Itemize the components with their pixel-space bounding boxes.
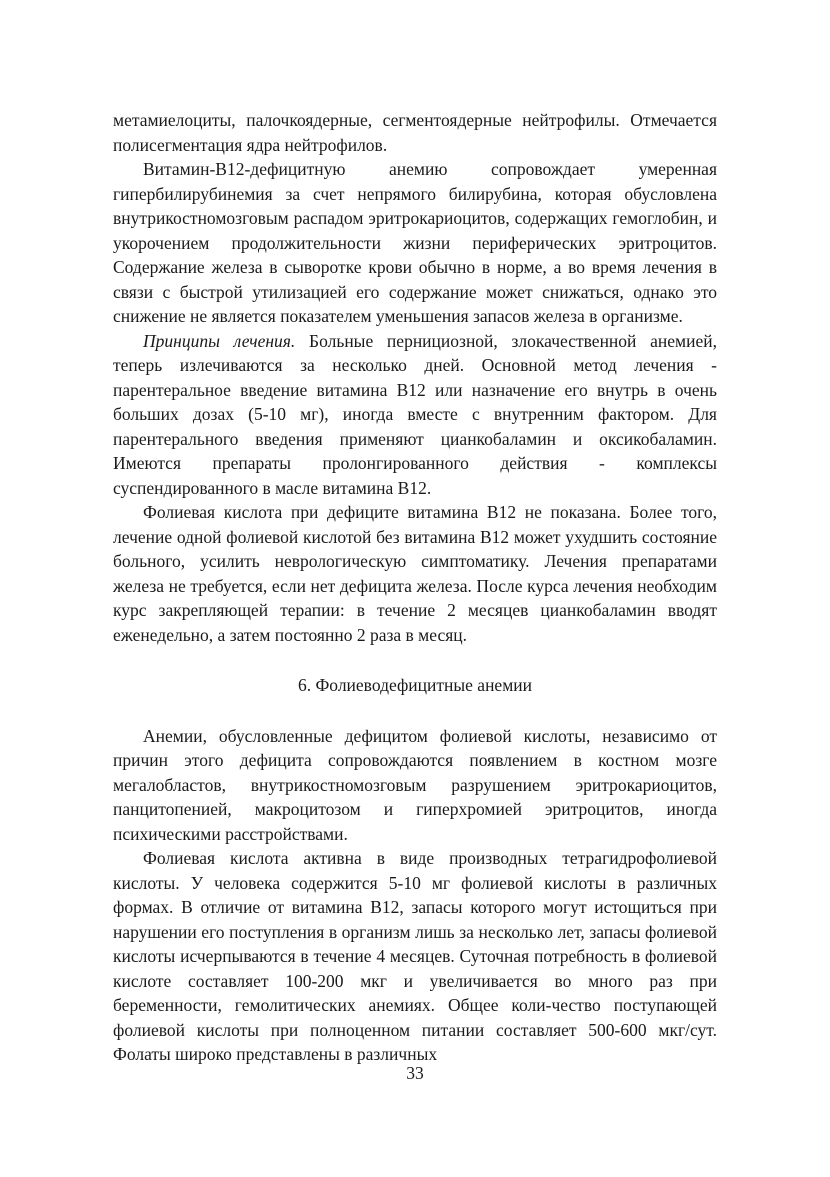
paragraph-treatment-principles	[113, 329, 717, 501]
page-body	[113, 108, 717, 1067]
paragraph-folate-metabolism: Фолиевая кислота активна в виде производных тетрагидрофолиевой кислоты. У человека содержится 5-10 мг фолиевой кислоты в различных формах. В отличие от витамина В12, запасы которого могут истощиться при нарушении его поступления в организм лишь за несколько лет, запасы фолиевой кислоты исчерпываются в течение 4 месяцев. Суточная потребность в фолиевой кислоте составляет 100-200 мкг и увеличивается во много раз при беременности, гемолитических анемиях. Общее коли-чество поступающей фолиевой кислоты при полноценном питании составляет 500-600 мкг/сут. Фолаты широко представлены в различных	[113, 848, 717, 1064]
treatment-principles-label: Принципы лечения.	[143, 330, 296, 351]
page-number: 33	[406, 1063, 424, 1083]
paragraph-neutrophils: метамиелоциты, палочкоядерные, сегментоядерные нейтрофилы. Отмечается полисегментация ядра нейтрофилов.	[113, 110, 717, 155]
treatment-principles-text: Больные пернициозной, злокачественной анемией, теперь излечиваются за несколько дней. Основной метод лечения - парентеральное введение витамина В12 или назначение его внутрь в очень больших дозах (5-10 мг), иногда вместе с внутренним фактором. Для парентерального введения применяют цианкобаламин и оксикобаламин. Имеются препараты пролонгированного действия - комплексы суспендированного в масле витамина В12.	[113, 330, 717, 498]
paragraph-folate-anemia-definition: Анемии, обусловленные дефицитом фолиевой кислоты, независимо от причин этого дефицита сопровождаются появлением в костном мозге мегалобластов, внутрикостномозговым разрушением эритрокариоцитов, панцитопенией, макроцитозом и гиперхромией эритроцитов, иногда психическими расстройствами.	[113, 725, 717, 844]
paragraph-b12-hyperbilirubinemia: Витамин-В12-дефицитную анемию сопровождает умеренная гипербилирубинемия за счет непрямого билирубина, которая обусловлена внутрикостномозговым распадом эритрокариоцитов, содержащих гемоглобин, и укорочением продолжительности жизни периферических эритроцитов. Содержание железа в сыворотке крови обычно в норме, а во время лечения в связи с быстрой утилизацией его содержание может снижаться, однако это снижение не является показателем уменьшения запасов железа в организме.	[113, 159, 717, 326]
section-heading: 6. Фолиеводефицитные анемии	[297, 675, 533, 695]
paragraph-folic-acid-b12: Фолиевая кислота при дефиците витамина В12 не показана. Более того, лечение одной фолиевой кислотой без витамина В12 может ухудшить состояние больного, усилить неврологическую симптоматику. Лечения препаратами железа не требуется, если нет дефицита железа. После курса лечения необходим курс закрепляющей терапии: в течение 2 месяцев цианкобаламин вводят еженедельно, а затем постоянно 2 раза в месяц.	[113, 502, 717, 645]
